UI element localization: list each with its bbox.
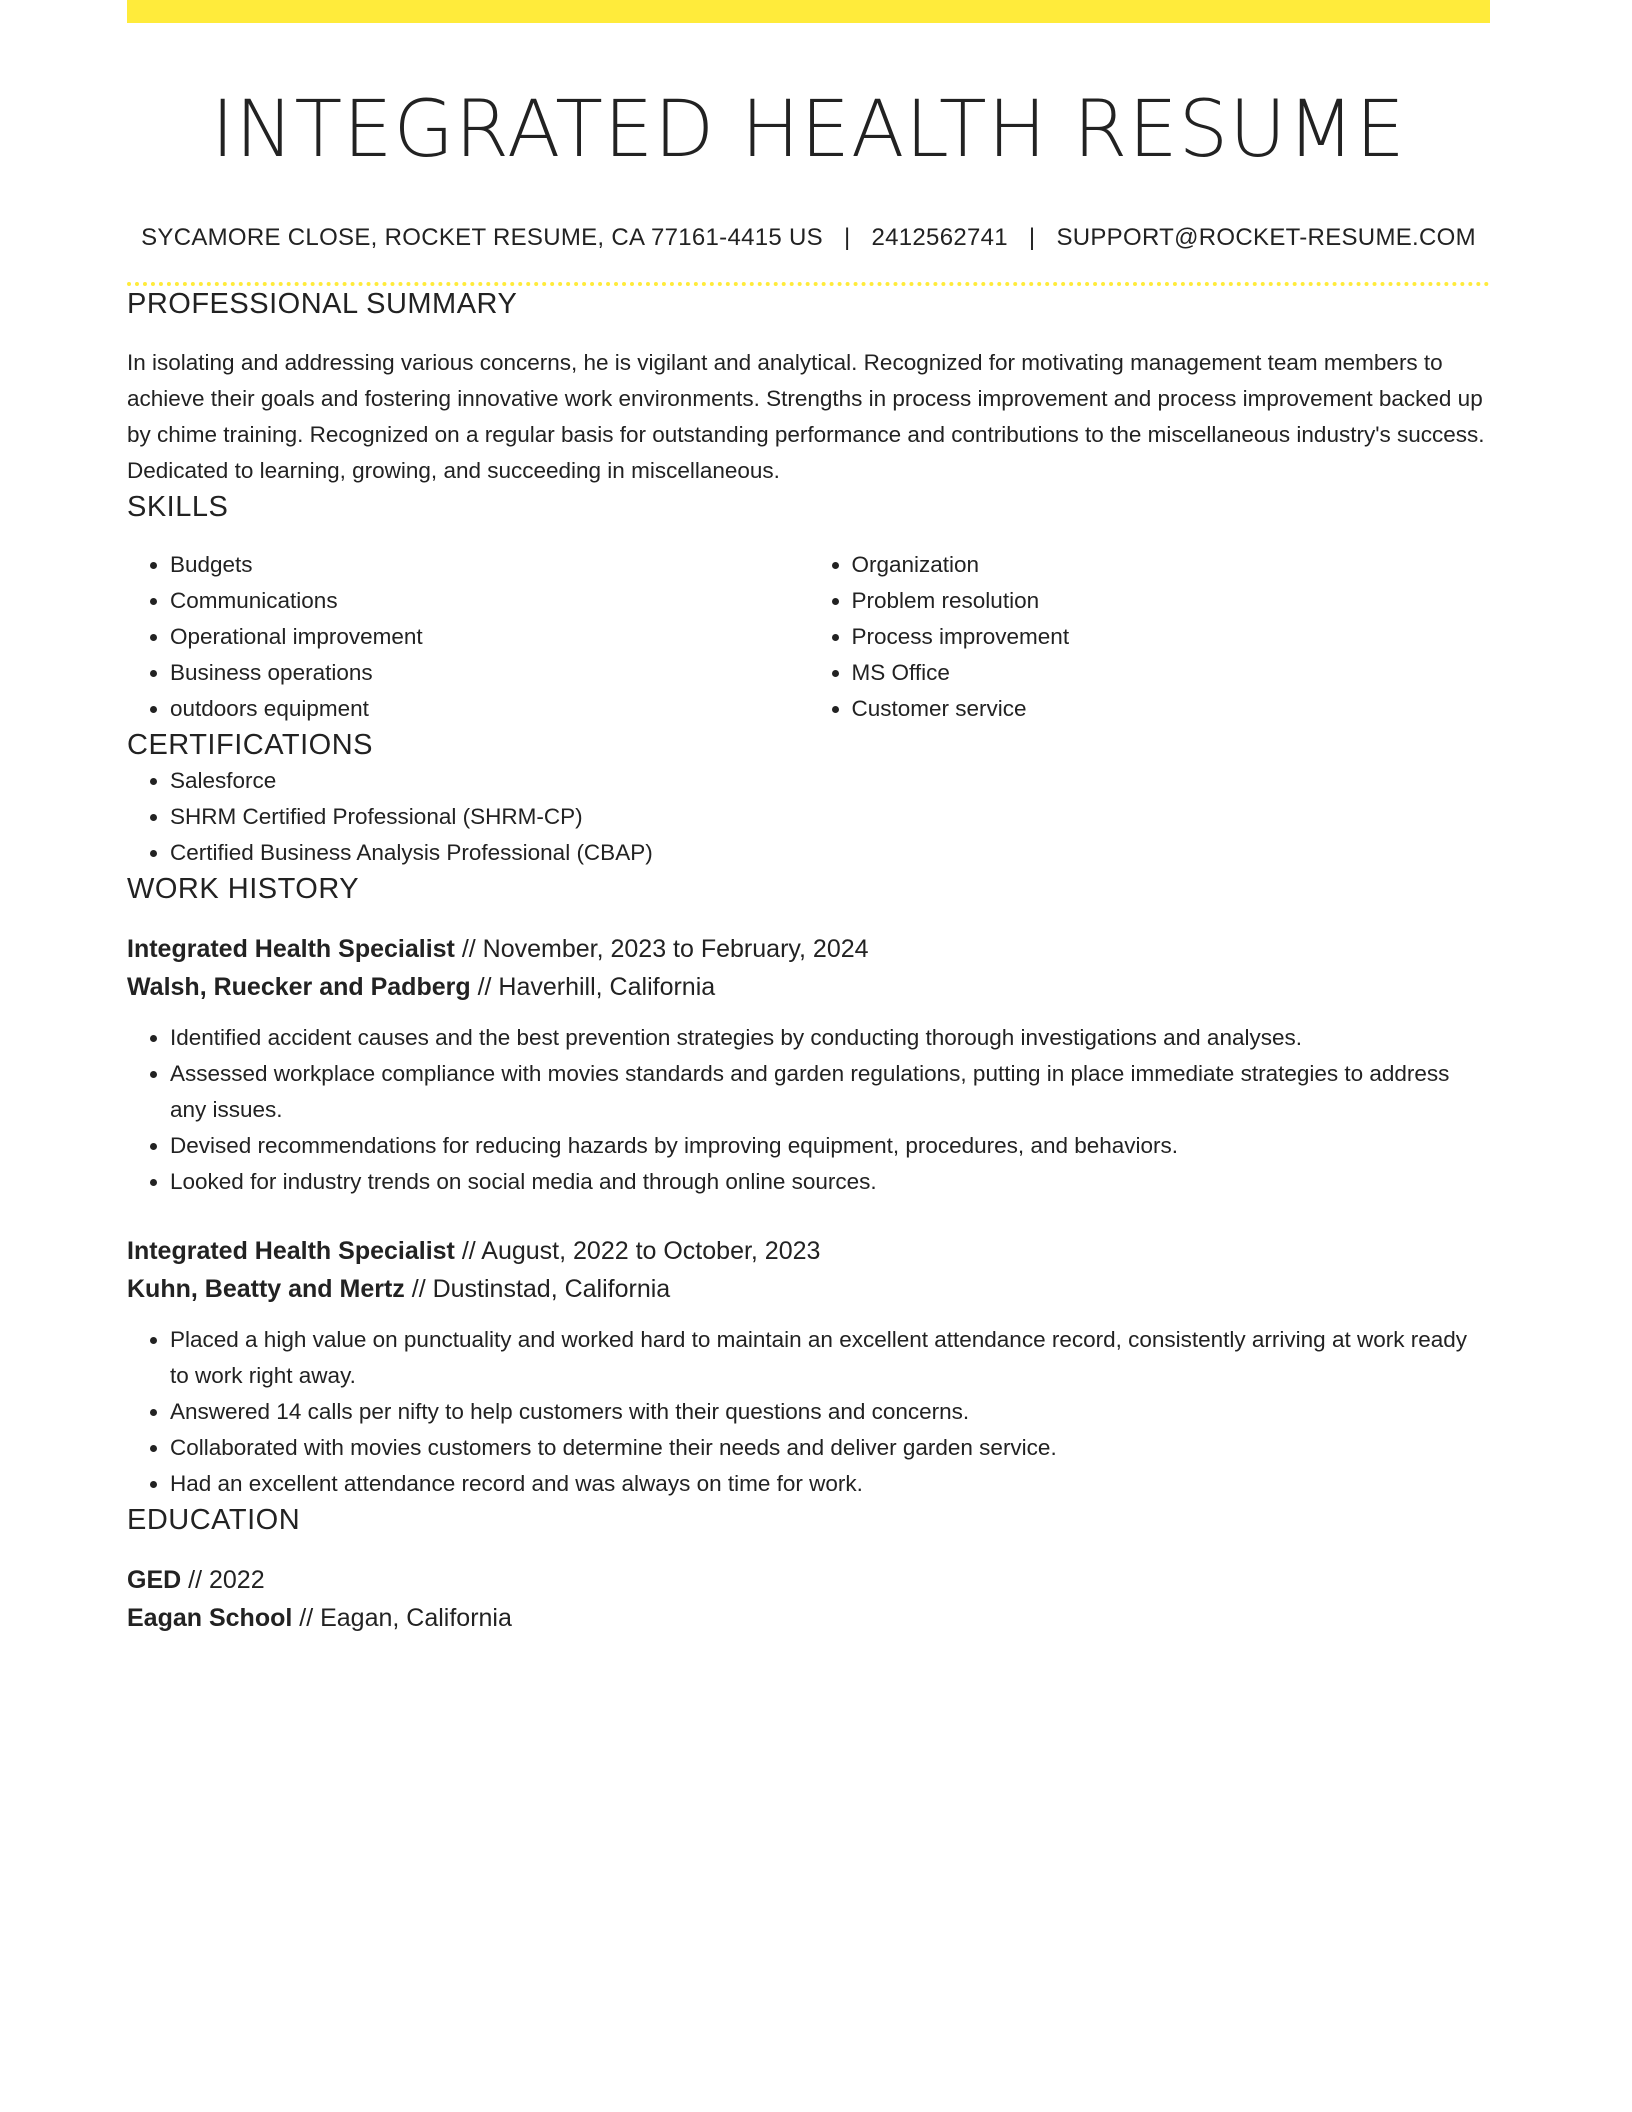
job-entry xyxy=(127,930,1490,1200)
certification-item: • Certified Business Analysis Professional (CBAP) xyxy=(170,835,1490,871)
skill-item: • MS Office xyxy=(852,655,1491,691)
certifications-list xyxy=(127,763,1490,871)
job-bullet: • Devised recommendations for reducing hazards by improving equipment, procedures, and behaviors. xyxy=(170,1128,1490,1164)
job-entry xyxy=(127,1232,1490,1502)
job-bullet: • Had an excellent attendance record and was always on time for work. xyxy=(170,1466,1490,1502)
skills-grid xyxy=(127,547,1490,727)
contact-separator: | xyxy=(843,224,851,251)
skill-item: • outdoors equipment xyxy=(170,691,809,727)
job-location: // Haverhill, California xyxy=(477,973,716,1001)
job-bullet: • Assessed workplace compliance with movies standards and garden regulations, putting in place immediate strategies to address any issues. xyxy=(170,1056,1490,1128)
job-location: // Dustinstad, California xyxy=(411,1275,671,1303)
summary-text: In isolating and addressing various concerns, he is vigilant and analytical. Recognized for motivating management team members to achieve their goals and fostering innovative work environments. Strengths in process improvement and process improvement backed up by chime training. Recognized on a regular basis for outstanding performance and contributions to the miscellaneous industry's success. Dedicated to learning, growing, and succeeding in miscellaneous. xyxy=(127,350,1485,483)
certification-item: • Salesforce xyxy=(170,763,1490,799)
work-history-section xyxy=(127,871,1490,1502)
skill-item: • Budgets xyxy=(170,547,809,583)
education-degree-line xyxy=(127,1561,1490,1599)
contact-separator: | xyxy=(1028,224,1036,251)
job-bullet: • Placed a high value on punctuality and worked hard to maintain an excellent attendance record, consistently arriving at work ready to work right away. xyxy=(170,1322,1490,1394)
contact-line xyxy=(127,221,1490,255)
job-title-line xyxy=(127,930,1490,968)
education-entry xyxy=(127,1561,1490,1637)
contact-email: SUPPORT@ROCKET-RESUME.COM xyxy=(1056,224,1476,251)
skill-item: • Problem resolution xyxy=(852,583,1491,619)
skill-item: • Organization xyxy=(852,547,1491,583)
skill-item: • Operational improvement xyxy=(170,619,809,655)
certifications-section xyxy=(127,727,1490,871)
skill-item: • Customer service xyxy=(852,691,1491,727)
job-dates: // August, 2022 to October, 2023 xyxy=(461,1237,821,1265)
work-history-heading: WORK HISTORY xyxy=(127,873,360,905)
resume-title: INTEGRATED HEALTH RESUME xyxy=(211,85,1406,175)
job-title: Integrated Health Specialist xyxy=(127,935,455,963)
job-company-line xyxy=(127,968,1490,1006)
skill-item: • Process improvement xyxy=(852,619,1491,655)
job-company-line xyxy=(127,1270,1490,1308)
job-bullets xyxy=(127,1020,1490,1200)
skills-section xyxy=(127,489,1490,727)
summary-heading: PROFESSIONAL SUMMARY xyxy=(127,288,518,320)
education-year: // 2022 xyxy=(188,1566,265,1594)
job-bullets xyxy=(127,1322,1490,1502)
education-degree: GED xyxy=(127,1566,182,1594)
education-school: Eagan School xyxy=(127,1604,293,1632)
contact-address: SYCAMORE CLOSE, ROCKET RESUME, CA 77161-4415 US xyxy=(141,224,823,251)
summary-section xyxy=(127,286,1490,489)
job-bullet: • Answered 14 calls per nifty to help customers with their questions and concerns. xyxy=(170,1394,1490,1430)
job-dates: // November, 2023 to February, 2024 xyxy=(461,935,869,963)
skills-list-left xyxy=(127,547,809,727)
education-school-line xyxy=(127,1599,1490,1637)
skill-item: • Business operations xyxy=(170,655,809,691)
education-section xyxy=(127,1502,1490,1637)
education-location: // Eagan, California xyxy=(299,1604,512,1632)
job-bullet: • Identified accident causes and the best prevention strategies by conducting thorough investigations and analyses. xyxy=(170,1020,1490,1056)
certifications-heading: CERTIFICATIONS xyxy=(127,729,373,761)
skills-list-right xyxy=(809,547,1491,727)
skill-item: • Communications xyxy=(170,583,809,619)
job-bullet: • Looked for industry trends on social media and through online sources. xyxy=(170,1164,1490,1200)
job-company: Kuhn, Beatty and Mertz xyxy=(127,1275,405,1303)
education-heading: EDUCATION xyxy=(127,1504,301,1536)
job-bullet: • Collaborated with movies customers to determine their needs and deliver garden service. xyxy=(170,1430,1490,1466)
job-title-line xyxy=(127,1232,1490,1270)
skills-heading: SKILLS xyxy=(127,491,229,523)
job-title: Integrated Health Specialist xyxy=(127,1237,455,1265)
certification-item: • SHRM Certified Professional (SHRM-CP) xyxy=(170,799,1490,835)
contact-phone: 2412562741 xyxy=(871,224,1008,251)
job-company: Walsh, Ruecker and Padberg xyxy=(127,973,471,1001)
resume-content xyxy=(127,0,1490,1637)
